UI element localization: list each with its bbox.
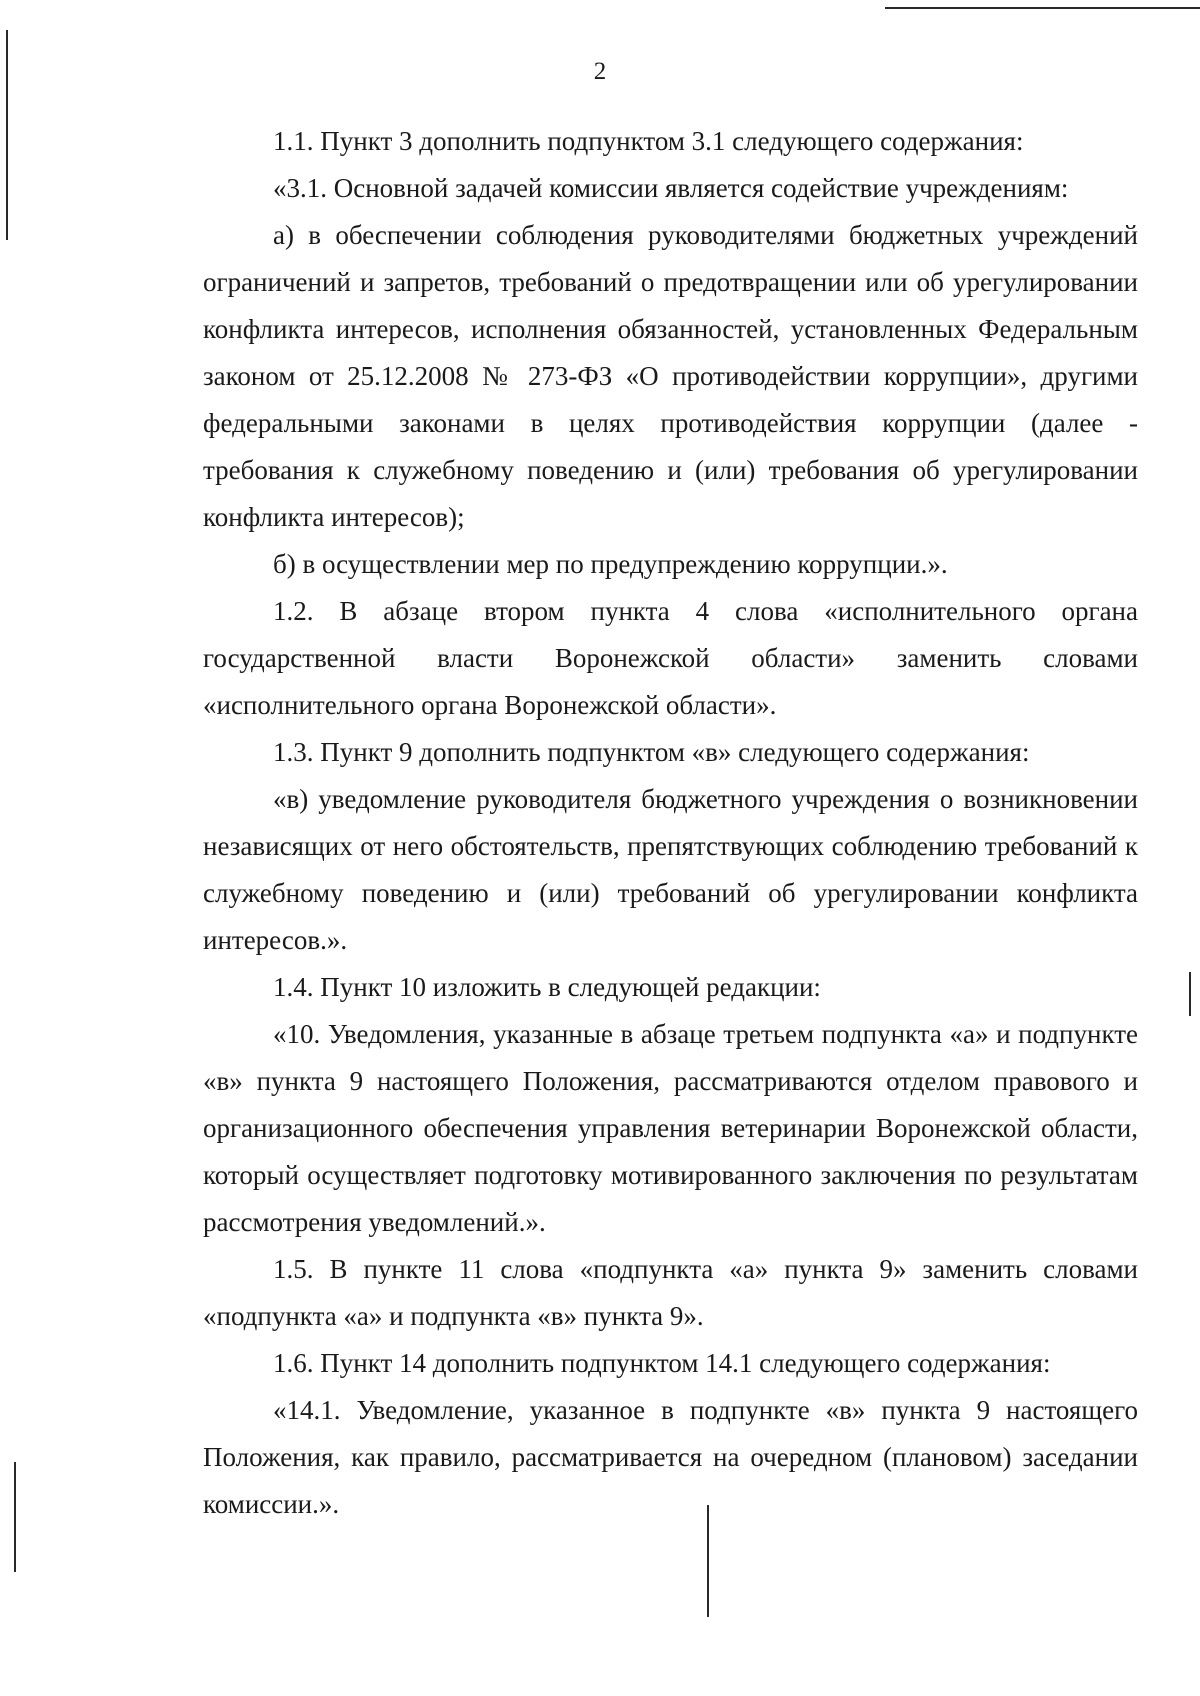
paragraph-1-1: 1.1. Пункт 3 дополнить подпунктом 3.1 следующего содержания: bbox=[273, 126, 1024, 156]
page-number: 2 bbox=[593, 58, 607, 85]
scan-edge-line-top bbox=[885, 7, 1200, 9]
paragraph-3-1-b: б) в осуществлении мер по предупреждению коррупции.». bbox=[273, 549, 948, 579]
paragraph-14-1: «14.1. Уведомление, указанное в подпункте «в» пункта 9 настоящего Положения, как правило, рассматривается на очередном (плановом) заседании комиссии.». bbox=[203, 1395, 1138, 1519]
paragraph-3-1: «3.1. Основной задачей комиссии является содействие учреждениям: bbox=[273, 173, 1069, 203]
scan-mark-right bbox=[1189, 972, 1191, 1016]
document-body bbox=[203, 118, 1138, 1528]
paragraph-1-5: 1.5. В пункте 11 слова «подпункта «а» пункта 9» заменить словами «подпункта «а» и подпункта «в» пункта 9». bbox=[203, 1254, 1138, 1331]
paragraph-3-1-a: а) в обеспечении соблюдения руководителями бюджетных учреждений ограничений и запретов, требований о предотвращении или об урегулировании конфликта интересов, исполнения обязанностей, установленных Федеральным законом от 25.12.2008 № 273-ФЗ «О противодействии коррупции», другими федеральными законами в целях противодействия коррупции (далее - требования к служебному поведению и (или) требования об урегулировании конфликта интересов); bbox=[203, 220, 1138, 532]
paragraph-1-6: 1.6. Пункт 14 дополнить подпунктом 14.1 следующего содержания: bbox=[273, 1348, 1051, 1378]
paragraph-1-4: 1.4. Пункт 10 изложить в следующей редакции: bbox=[273, 972, 821, 1002]
paragraph-9-v: «в) уведомление руководителя бюджетного учреждения о возникновении независящих от него обстоятельств, препятствующих соблюдению требований к служебному поведению и (или) требований об урегулировании конфликта интересов.». bbox=[203, 784, 1138, 955]
paragraph-1-3: 1.3. Пункт 9 дополнить подпунктом «в» следующего содержания: bbox=[273, 737, 1030, 767]
paragraph-10: «10. Уведомления, указанные в абзаце третьем подпункта «а» и подпункте «в» пункта 9 настоящего Положения, рассматриваются отделом правового и организационного обеспечения управления ветеринарии Воронежской области, который осуществляет подготовку мотивированного заключения по результатам рассмотрения уведомлений.». bbox=[203, 1019, 1138, 1237]
paragraph-1-2: 1.2. В абзаце втором пункта 4 слова «исполнительного органа государственной власти Воронежской области» заменить словами «исполнительного органа Воронежской области». bbox=[203, 596, 1138, 720]
scan-mark-left-bottom bbox=[14, 1462, 16, 1572]
